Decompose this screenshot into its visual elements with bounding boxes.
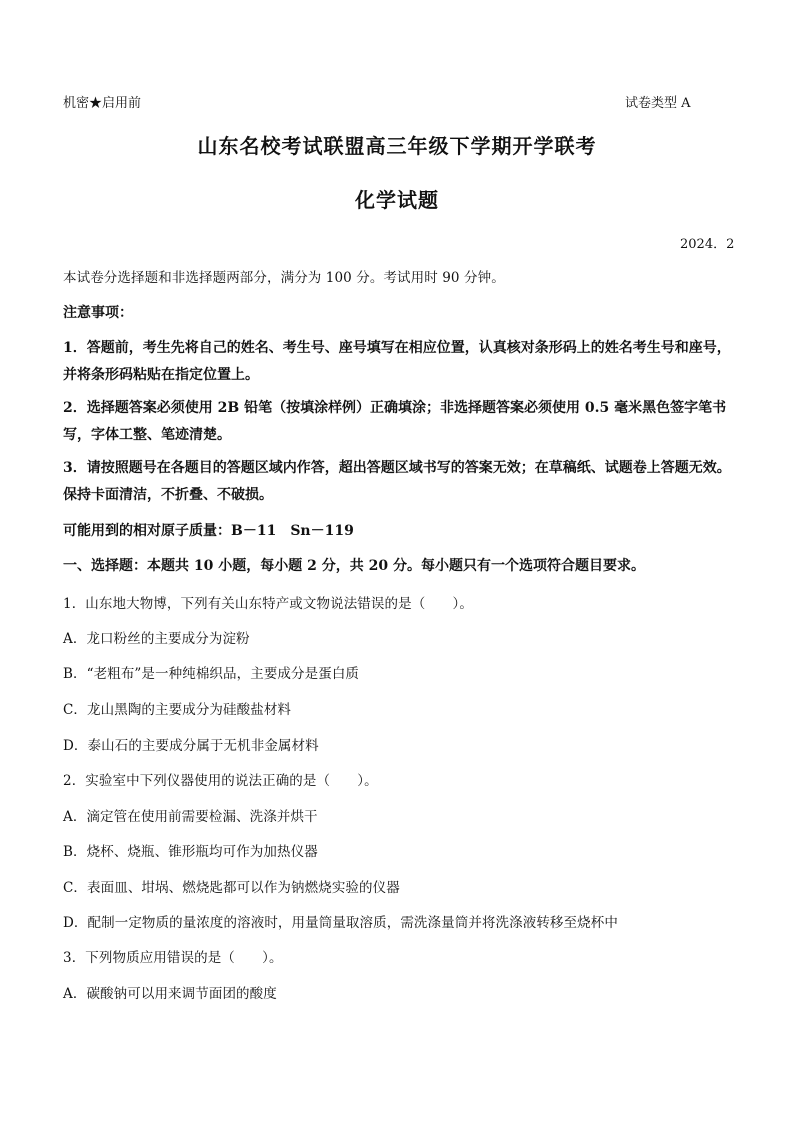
question-stem: 2．实验室中下列仪器使用的说法正确的是（ ）。 [63, 773, 378, 789]
question-option: C．龙山黑陶的主要成分为硅酸盐材料 [63, 702, 292, 718]
confidential-label: 机密★启用前 [63, 96, 142, 111]
atomic-mass-text: 可能用到的相对原子质量：B－11 Sn－119 [63, 523, 354, 539]
question-option: A．龙口粉丝的主要成分为淀粉 [63, 631, 250, 647]
note-item: 1．答题前，考生先将自己的姓名、考生号、座号填写在相应位置，认真核对条形码上的姓名考生号和座号，并将条形码粘贴在指定位置上。 [63, 340, 731, 383]
exam-title: 山东名校考试联盟高三年级下学期开学联考 [197, 134, 597, 158]
question-stem: 1．山东地大物博，下列有关山东特产或文物说法错误的是（ ）。 [63, 596, 473, 612]
question-option: D．配制一定物质的量浓度的溶液时，用量筒量取溶质，需洗涤量筒并将洗涤液转移至烧杯中 [63, 915, 618, 931]
section-heading: 一、选择题：本题共 10 小题，每小题 2 分，共 20 分。每小题只有一个选项符合题目要求。 [63, 558, 645, 574]
paper-type-label: 试卷类型 A [625, 96, 691, 111]
note-item: 3．请按照题号在各题目的答题区域内作答，超出答题区域书写的答案无效；在草稿纸、试题卷上答题无效。保持卡面清洁，不折叠、不破损。 [63, 460, 731, 503]
question-option: D．泰山石的主要成分属于无机非金属材料 [63, 738, 319, 754]
note-item: 2．选择题答案必须使用 2B 铅笔（按填涂样例）正确填涂；非选择题答案必须使用 0.5 毫米黑色签字笔书写，字体工整、笔迹清楚。 [63, 400, 727, 443]
question-option: B．“老粗布”是一种纯棉织品，主要成分是蛋白质 [63, 666, 360, 682]
exam-intro: 本试卷分选择题和非选择题两部分，满分为 100 分。考试用时 90 分钟。 [63, 270, 505, 286]
exam-date: 2024．2 [680, 237, 735, 252]
question-option: A．滴定管在使用前需要检漏、洗涤并烘干 [63, 809, 318, 825]
atomic-mass-line [63, 520, 354, 540]
notes-heading: 注意事项： [63, 305, 133, 321]
exam-subject: 化学试题 [355, 188, 439, 212]
question-option: B．烧杯、烧瓶、锥形瓶均可作为加热仪器 [63, 844, 318, 860]
question-stem: 3．下列物质应用错误的是（ ）。 [63, 950, 283, 966]
question-option: C．表面皿、坩埚、燃烧匙都可以作为钠燃烧实验的仪器 [63, 880, 400, 896]
question-option: A．碳酸钠可以用来调节面团的酸度 [63, 986, 277, 1002]
